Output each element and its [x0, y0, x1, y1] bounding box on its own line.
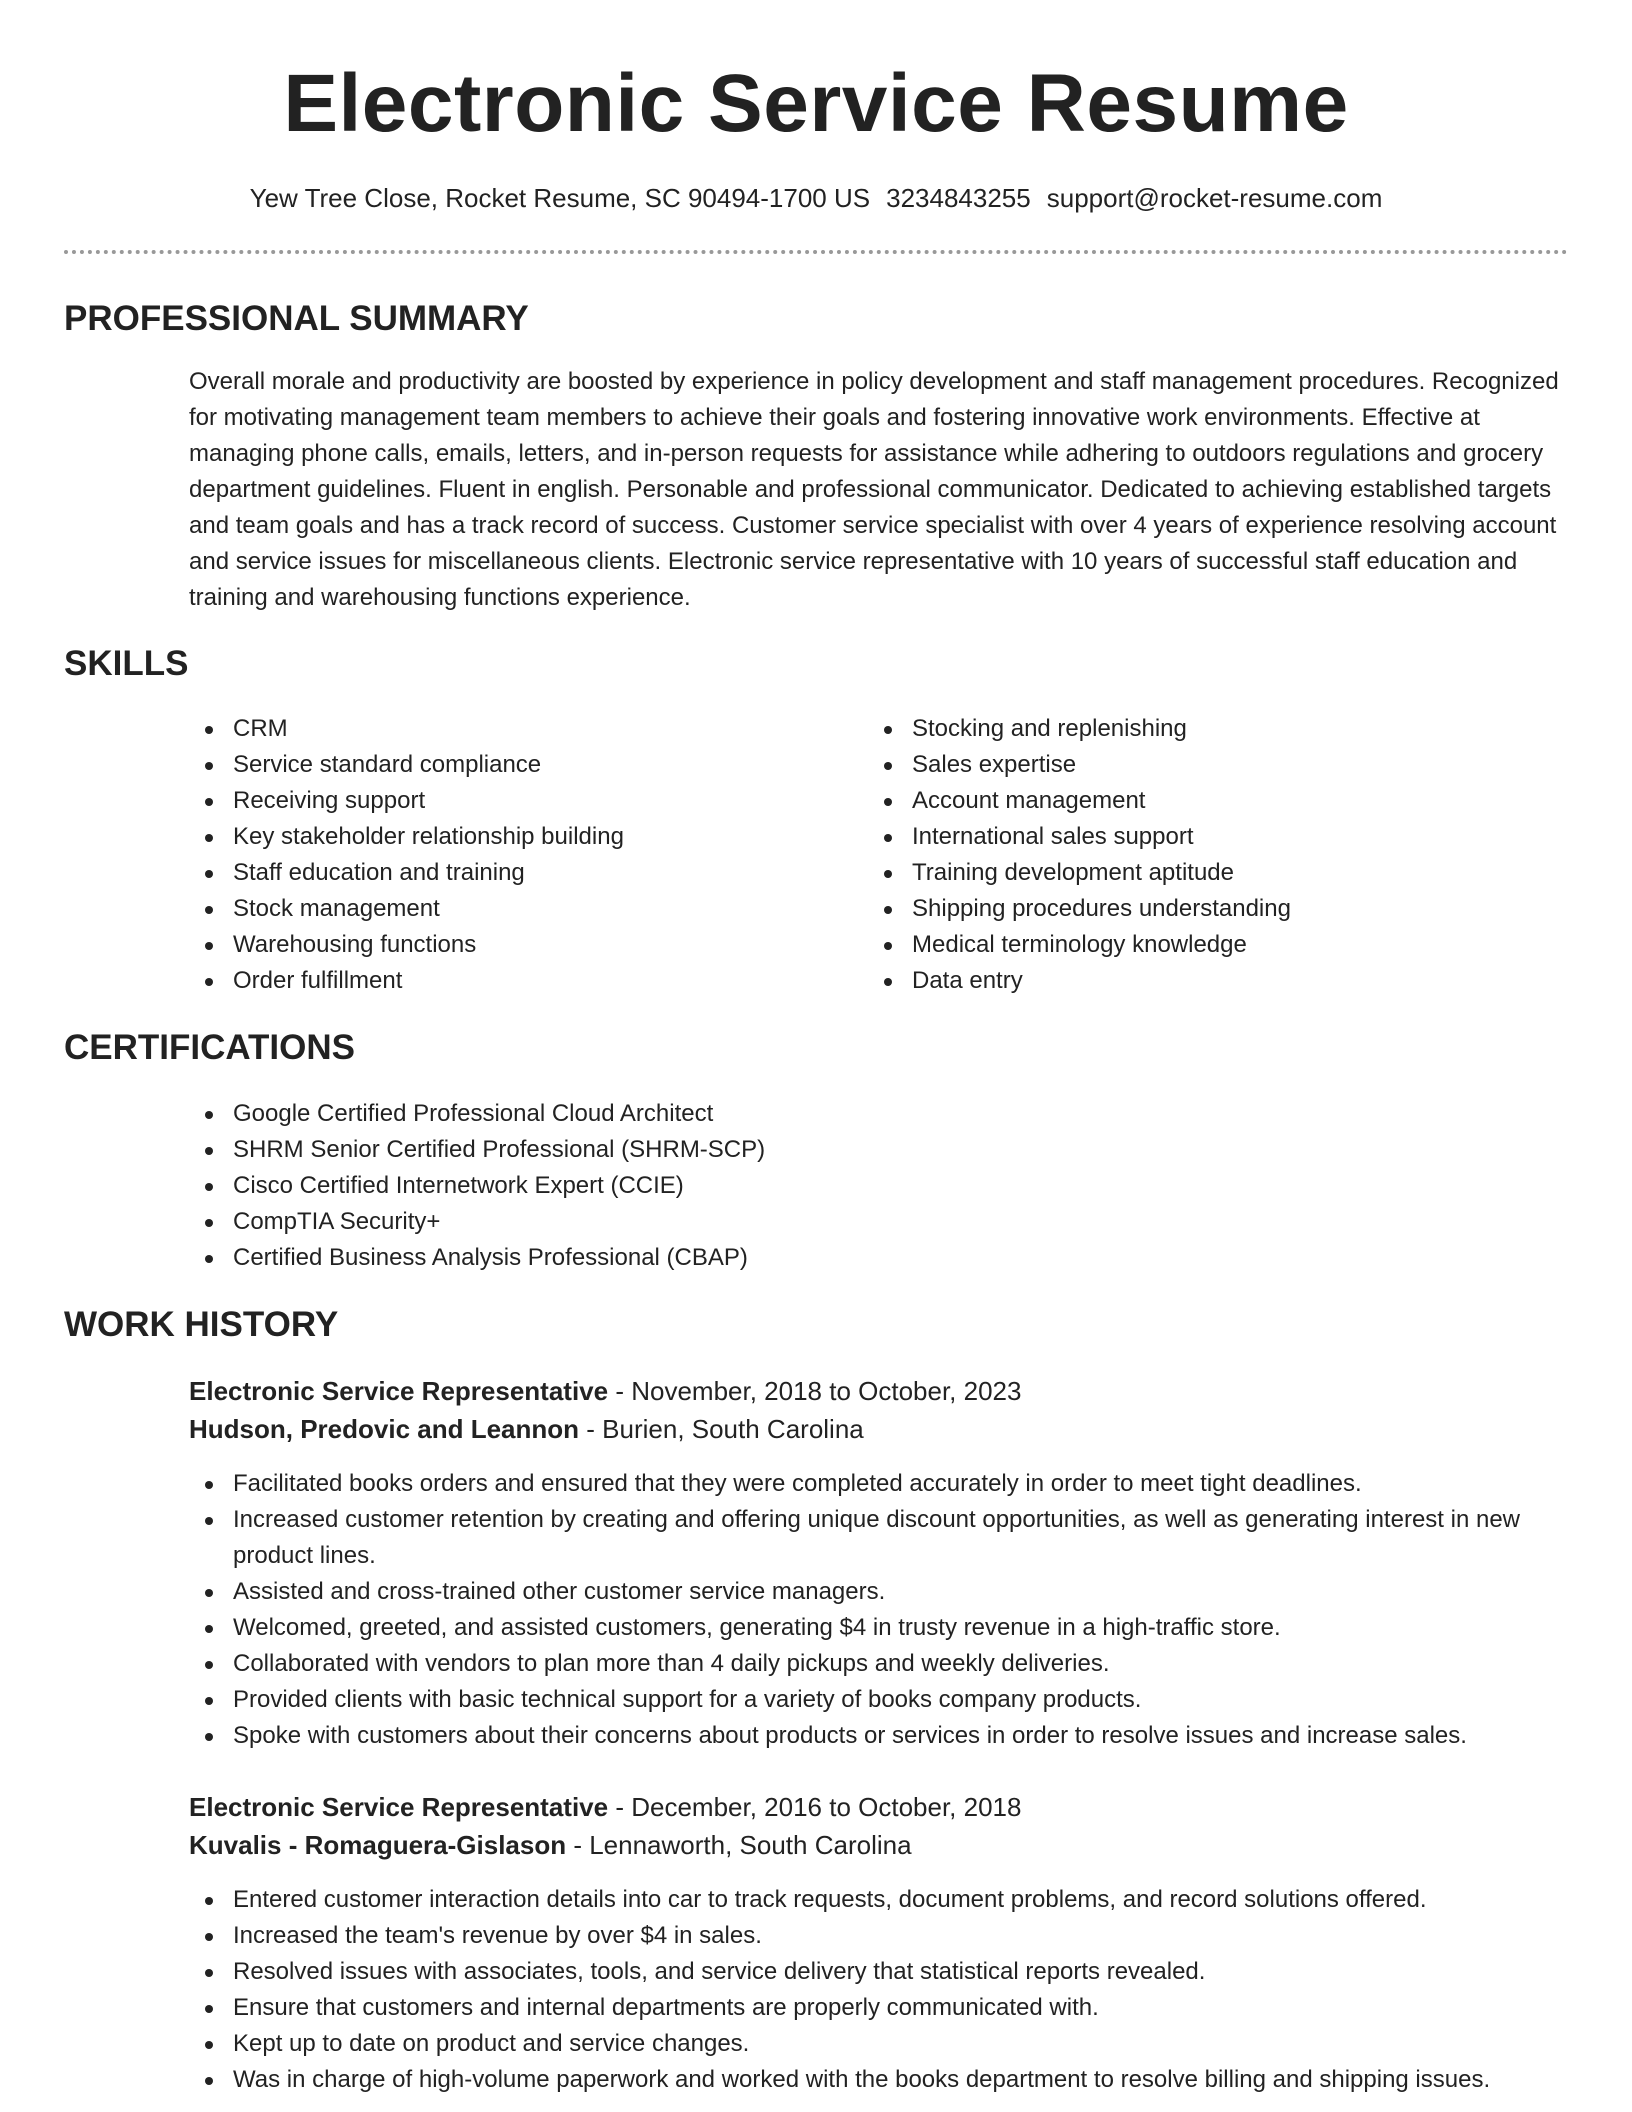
- summary-text: Overall morale and productivity are boosted by experience in policy development and staff management procedures. Recognized for motivating management team members to achieve their goals and fostering innovative work environments. Effective at managing phone calls, emails, letters, and in-person requests for assistance while adhering to outdoors regulations and grocery department guidelines. Fluent in english. Personable and professional communicator. Dedicated to achieving established targets and team goals and has a track record of success. Customer service specialist with over 4 years of experience resolving account and service issues for miscellaneous clients. Electronic service representative with 10 years of successful staff education and training and warehousing functions experience.: [189, 368, 1559, 611]
- resume-title: Electronic Service Resume: [283, 58, 1349, 149]
- skill-item: Staff education and training: [189, 855, 829, 891]
- job-bullet: Resolved issues with associates, tools, and service delivery that statistical reports revealed.: [189, 1954, 1569, 1990]
- job-bullets: [189, 1882, 1569, 2098]
- skill-item: Stocking and replenishing: [868, 711, 1568, 747]
- job-bullet: Spoke with customers about their concerns about products or services in order to resolve issues and increase sales.: [189, 1718, 1569, 1754]
- skill-item: Key stakeholder relationship building: [189, 819, 829, 855]
- job-company-line: Hudson, Predovic and Leannon - Burien, South Carolina: [189, 1414, 864, 1444]
- job-bullets: [189, 1466, 1569, 1754]
- certification-item: Cisco Certified Internetwork Expert (CCIE): [189, 1168, 1569, 1204]
- job-title: Electronic Service Representative: [189, 1376, 609, 1406]
- summary-heading: PROFESSIONAL SUMMARY: [64, 299, 529, 338]
- contact-address: Yew Tree Close, Rocket Resume, SC 90494-1700 US: [249, 183, 871, 213]
- job-bullet: Assisted and cross-trained other customer service managers.: [189, 1574, 1569, 1610]
- certification-item: Certified Business Analysis Professional (CBAP): [189, 1240, 1569, 1276]
- job-bullet: Increased customer retention by creating and offering unique discount opportunities, as well as generating interest in new product lines.: [189, 1502, 1569, 1574]
- job-bullet: Provided clients with basic technical support for a variety of books company products.: [189, 1682, 1569, 1718]
- job-bullet: Entered customer interaction details into car to track requests, document problems, and record solutions offered.: [189, 1882, 1569, 1918]
- skill-item: Service standard compliance: [189, 747, 829, 783]
- job-bullet: Increased the team's revenue by over $4 in sales.: [189, 1918, 1569, 1954]
- job-bullet: Welcomed, greeted, and assisted customers, generating $4 in trusty revenue in a high-traffic store.: [189, 1610, 1569, 1646]
- skill-item: Order fulfillment: [189, 963, 829, 999]
- work-history-heading: WORK HISTORY: [64, 1305, 339, 1344]
- job-title-line: Electronic Service Representative - December, 2016 to October, 2018: [189, 1792, 1022, 1822]
- skill-item: Account management: [868, 783, 1568, 819]
- skill-item: Warehousing functions: [189, 927, 829, 963]
- skills-list-left: [189, 711, 829, 999]
- job-bullet: Facilitated books orders and ensured that they were completed accurately in order to meet tight deadlines.: [189, 1466, 1569, 1502]
- header-divider: [64, 250, 1568, 254]
- job-dates: December, 2016 to October, 2018: [631, 1792, 1022, 1822]
- job-location: Lennaworth, South Carolina: [589, 1830, 912, 1860]
- job-dates: November, 2018 to October, 2023: [631, 1376, 1022, 1406]
- contact-phone: 3234843255: [886, 183, 1031, 213]
- contact-line: [0, 180, 1632, 216]
- job-title-line: Electronic Service Representative - November, 2018 to October, 2023: [189, 1376, 1022, 1406]
- certification-item: CompTIA Security+: [189, 1204, 1569, 1240]
- certification-item: SHRM Senior Certified Professional (SHRM-SCP): [189, 1132, 1569, 1168]
- certifications-heading: CERTIFICATIONS: [64, 1028, 356, 1067]
- job-location: Burien, South Carolina: [602, 1414, 864, 1444]
- skill-item: Training development aptitude: [868, 855, 1568, 891]
- job-company-line: Kuvalis - Romaguera-Gislason - Lennaworth, South Carolina: [189, 1830, 912, 1860]
- job-company: Kuvalis - Romaguera-Gislason: [189, 1830, 567, 1860]
- job-title: Electronic Service Representative: [189, 1792, 609, 1822]
- skill-item: International sales support: [868, 819, 1568, 855]
- job-bullet: Collaborated with vendors to plan more than 4 daily pickups and weekly deliveries.: [189, 1646, 1569, 1682]
- skill-item: Data entry: [868, 963, 1568, 999]
- skill-item: CRM: [189, 711, 829, 747]
- skill-item: Sales expertise: [868, 747, 1568, 783]
- skill-item: Receiving support: [189, 783, 829, 819]
- job-bullet: Was in charge of high-volume paperwork and worked with the books department to resolve billing and shipping issues.: [189, 2062, 1569, 2098]
- job-bullet: Kept up to date on product and service changes.: [189, 2026, 1569, 2062]
- skill-item: Stock management: [189, 891, 829, 927]
- job-bullet: Ensure that customers and internal departments are properly communicated with.: [189, 1990, 1569, 2026]
- job-company: Hudson, Predovic and Leannon: [189, 1414, 580, 1444]
- contact-email[interactable]: support@rocket-resume.com: [1046, 183, 1383, 213]
- skills-list-right: [868, 711, 1568, 999]
- skill-item: Shipping procedures understanding: [868, 891, 1568, 927]
- skill-item: Medical terminology knowledge: [868, 927, 1568, 963]
- skills-heading: SKILLS: [64, 644, 189, 683]
- certifications-list: [189, 1096, 1569, 1276]
- certification-item: Google Certified Professional Cloud Architect: [189, 1096, 1569, 1132]
